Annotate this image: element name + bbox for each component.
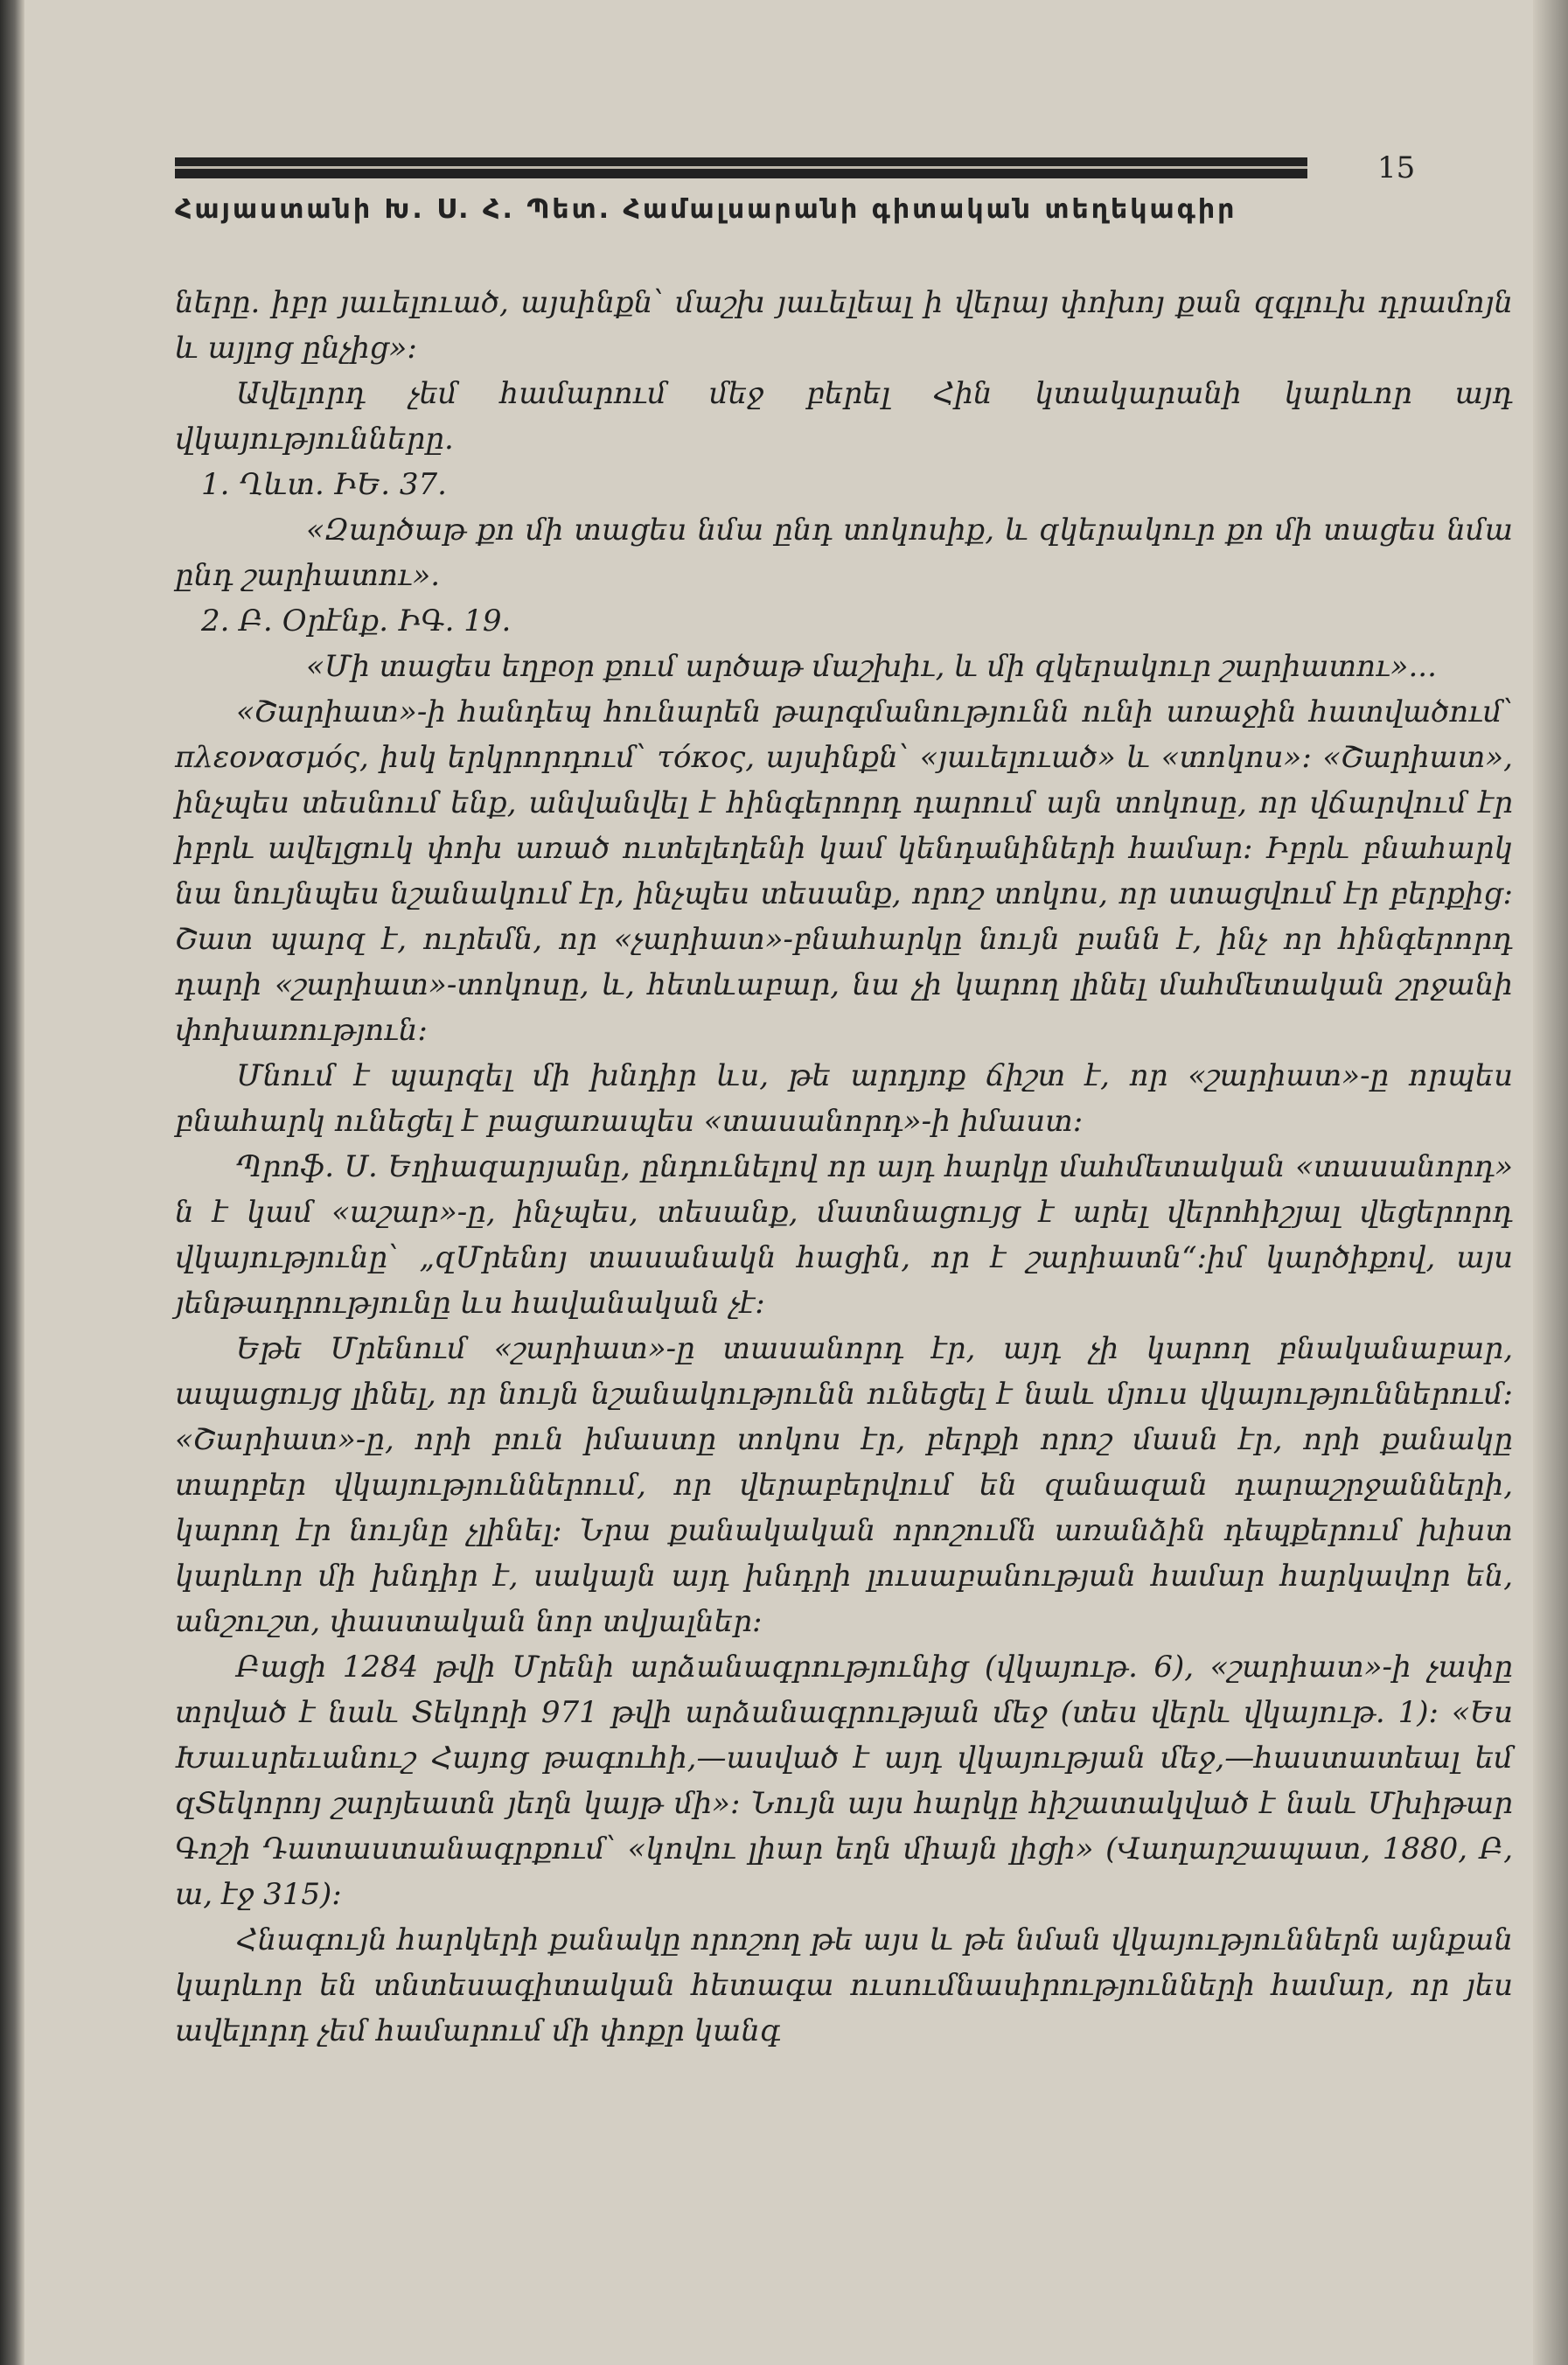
paragraph: Հնագույն հարկերի քանակը որոշող թե այս և թե նման վկայություններն այնքան կարևոր են տնտեսագիտական հետագա ուսումնասիրությունների համար, որ յես ավելորդ չեմ համարում մի փոքր կանգ [175, 1922, 1513, 2048]
paragraph: Պրոֆ. Ս. Եղիազարյանը, ընդունելով որ այդ հարկը մահմետական «տասանորդ» ն է կամ «աշար»-ը, ինչպես, տեսանք, մատնացույց է արել վերոհիշյալ վեցերորդ վկայությունը՝ „զՄրենոյ տասանակն հացին, որ է շարիատն“:իմ կարծիքով, այս յենթադրությունը ևս հավանական չէ: [175, 1149, 1513, 1321]
header-rule [175, 157, 1307, 178]
paragraph: Մնում է պարզել մի խնդիր ևս, թե արդյոք ճիշտ է, որ «շարիատ»-ը որպես բնահարկ ունեցել է բացառապես «տասանորդ»-ի իմաստ: [175, 1058, 1513, 1139]
citation: 1. Ղևտ. ԻԵ. 37. [201, 467, 447, 502]
paragraph: Ավելորդ չեմ համարում մեջ բերել Հին կտակարանի կարևոր այդ վկայությունները. [175, 376, 1513, 457]
paragraph: ները. իբր յաւելուած, այսինքն՝ մաշխ յաւելեալ ի վերայ փոխոյ քան զգլուխ դրամոյն և այլոց ընչից»: [175, 285, 1513, 366]
quotation: «Մի տացես եղբօր քում արծաթ մաշխիւ, և մի զկերակուր շարիատու»... [306, 649, 1437, 684]
quotation: «Զարծաթ քո մի տացես նմա ընդ տոկոսիք, և զկերակուր քո մի տացես նմա ընդ շարիատու». [175, 513, 1513, 593]
binding-shadow [0, 0, 24, 2365]
page-edge [1533, 0, 1568, 2365]
citation: 2. Բ. Օրէնք. ԻԳ. 19. [201, 603, 512, 638]
page-number: 15 [1377, 150, 1416, 185]
body-text [175, 280, 1513, 2054]
paragraph: Բացի 1284 թվի Մրենի արձանագրությունից (վկայութ. 6), «շարիատ»-ի չափը տրված է նաև Տեկորի 971 թվի արձանագրության մեջ (տես վերև վկայութ. 1): «Ես Խաւսրեւանուշ Հայոց թագուհի,—ասված է այդ վկայության մեջ,—հաստատեալ եմ զՏեկորոյ շարյեատն յեղն կայթ մի»: Նույն այս հարկը հիշատակված է նաև Մխիթար Գոշի Դատաստանագրքում՝ «կովու լիար եղն միայն լիցի» (Վաղարշապատ, 1880, Բ, ա, էջ 315): [175, 1650, 1513, 1912]
paragraph: «Շարիատ»-ի հանդեպ հունարեն թարգմանությունն ունի առաջին հատվածում՝ πλεονασμός, իսկ երկրորդում՝ τόκος, այսինքն՝ «յաւելուած» և «տոկոս»: «Շարիատ», ինչպես տեսնում ենք, անվանվել է հինգերորդ դարում այն տոկոսը, որ վճարվում էր իբրև ավելցուկ փոխ առած ուտելեղենի կամ կենդանիների համար: Իբրև բնահարկ նա նույնպես նշանակում էր, ինչպես տեսանք, որոշ տոկոս, որ ստացվում էր բերքից: Շատ պարզ է, ուրեմն, որ «չարիատ»-բնահարկը նույն բանն է, ինչ որ հինգերորդ դարի «շարիատ»-տոկոսը, և, հետևաբար, նա չի կարող լինել մահմետական շրջանի փոխառություն: [175, 694, 1513, 1048]
paragraph: Եթե Մրենում «շարիատ»-ը տասանորդ էր, այդ չի կարող բնականաբար, ապացույց լինել, որ նույն նշանակությունն ունեցել է նաև մյուս վկայություններում: «Շարիատ»-ը, որի բուն իմաստը տոկոս էր, բերքի որոշ մասն էր, որի քանակը տարբեր վկայություններում, որ վերաբերվում են զանազան դարաշրջանների, կարող էր նույնը չլինել: Նրա քանակական որոշումն առանձին դեպքերում խիստ կարևոր մի խնդիր է, սակայն այդ խնդրի լուսաբանության համար հարկավոր են, անշուշտ, փաստական նոր տվյալներ: [175, 1331, 1513, 1639]
running-head: Հայաստանի Խ. Ս. Հ. Պետ. Համալսարանի գիտական տեղեկագիր [175, 194, 1237, 225]
